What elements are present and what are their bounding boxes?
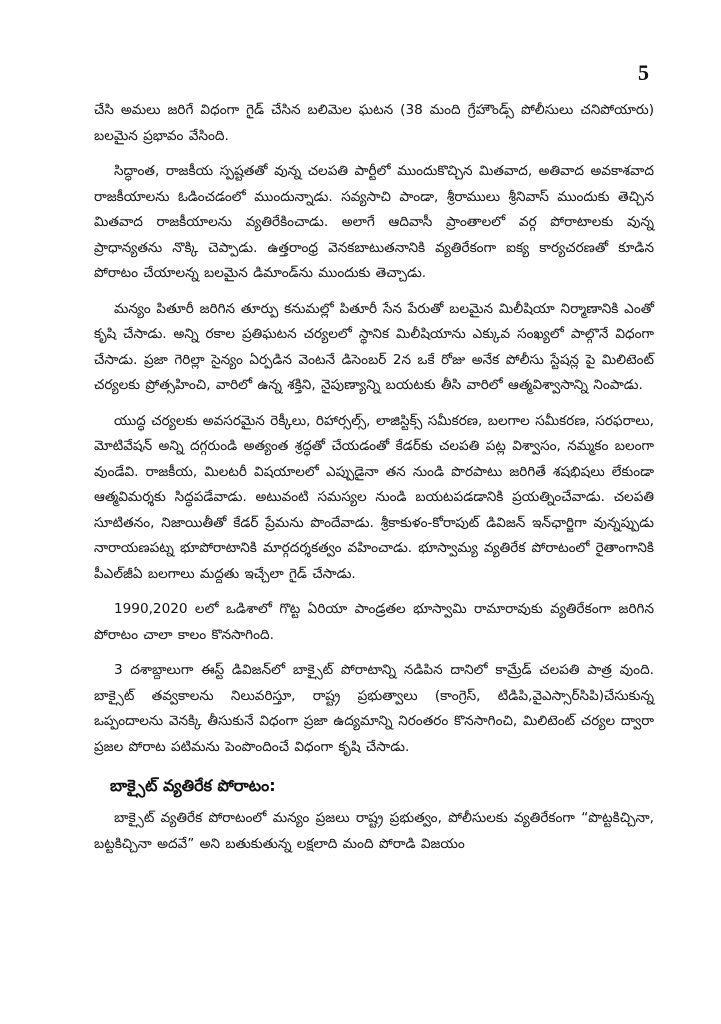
paragraph-ideology: సిద్ధాంత, రాజకీయ స్పష్టతతో వున్న చలపతి పార్టీలో ముందుకొచ్చిన మితవాద, అతివాద అవకాశవాద రాజకీయాలను ఓడించడంలో ముందున్నాడు. సవ్యసాచి పాండా, శ్రీరాములు శ్రీనివాస్ ముందుకు తెచ్చిన మితవాద రాజకీయాలను వ్యతిరేకించాడు. అలాగే ఆదివాసీ ప్రాంతాలలో వర్గ పోరాటాలకు వున్న ప్రాధాన్యతను నొక్కి చెప్పాడు. ఉత్తరాంధ్ర వెనకబాటుతనానికి వ్యతిరేకంగా ఐక్య కార్యచరణతో కూడిన పోరాటం చేయాలన్న బలమైన డిమాండ్‌ను ముందుకు తెచ్చాడు. (94, 163, 654, 281)
paragraph-bauxite-struggle: బాక్సైట్ వ్యతిరేక పోరాటంలో మన్యం ప్రజలు రాష్ట్ర ప్రభుత్వం, పోలీసులకు వ్యతిరేకంగా “పొట్టకిచ్చినా, బట్టకిచ్చినా అదవే” అని బతుకుతున్న లక్షలాది మంది పోరాడి విజయం (94, 810, 654, 852)
paragraph-militia: మన్యం పితూరీ జరిగిన తూర్పు కనుమల్లో పితూరీ సేన పేరుతో బలమైన మిలీషియా నిర్మాణానికి ఎంతో కృషి చేసాడు. అన్ని రకాల ప్రతిఘటన చర్యలలో స్థానిక మిలీషియాను ఎక్కువ సంఖ్యలో పాల్గొనే విధంగా చేసాడు. ప్రజా గెరిల్లా సైన్యం ఏర్పడిన వెంటనే డిసెంబర్ 2న ఒకే రోజు అనేక పోలీసు స్టేషన్ల పై మిలిటెంట్ చర్యలకు ప్రోత్సహించి, వారిలో ఉన్న శక్తిని, నైపుణ్యాన్ని బయటకు తీసి వారిలో ఆత్మవిశ్వాసాన్ని నింపాడు. (94, 300, 654, 393)
section-heading: బాక్సైట్ వ్యతిరేక పోరాటం: (110, 776, 276, 795)
paragraph-balimela: చేసి అమలు జరిగే విధంగా గైడ్ చేసిన బలిమెల ఘటన (38 మంది గ్రేహౌండ్స్ పోలీసులు చనిపోయారు) బలమైన ప్రభావం వేసింది. (94, 102, 654, 144)
paragraph-odisha-struggle: 1990,2020 లలో ఒడిశాలో గొట్ట ఏరియా పాండ్రతల భూస్వామి రామారావుకు వ్యతిరేకంగా జరిగిన పోరాటం చాలా కాలం కొనసాగింది. (94, 601, 654, 643)
page-number: 5 (638, 60, 649, 85)
body-text (94, 98, 654, 867)
paragraph-bauxite-leadership: 3 దశాబ్దాలుగా ఈస్ట్ డివిజన్‌లో బాక్సైట్ పోరాటాన్ని నడిపిన దానిలో కామ్రేడ్ చలపతి పాత్ర వుంది. బాక్సైట్ తవ్వకాలను నిలువరిస్తూ, రాష్ట్ర ప్రభుత్వాలు (కాంగ్రెస్, టిడిపి,వైఎస్సార్‌సిపి)చేసుకున్న ఒప్పందాలను వెనక్కి తీసుకునే విధంగా ప్రజా ఉద్యమాన్ని నిరంతరం కొనసాగించి, మిలిటెంట్ చర్యల ద్వారా ప్రజల పోరాట పటిమను పెంపొందించే విధంగా కృషి చేసాడు. (94, 662, 654, 755)
paragraph-war-actions: యుద్ధ చర్యలకు అవసరమైన రెక్కీలు, రిహార్సల్స్, లాజిస్టిక్స్ సమీకరణ, బలగాల సమీకరణ, సరఫరాలు, మోటివేషన్ అన్ని దగ్గరుండి అత్యంత శ్రద్ధతో చేయడంతో కేడర్‌కు చలపతి పట్ల విశ్వాసం, నమ్మకం బలంగా వుండేవి. రాజకీయ, మిలటరీ విషయాలలో ఎప్పుడైనా తన నుండి పొరపాటు జరిగితే శషభిషలు లేకుండా ఆత్మవిమర్శకు సిద్ధపడేవాడు. అటువంటి సమస్యల నుండి బయటపడడానికి ప్రయత్నించేవాడు. చలపతి సూటితనం, నిజాయితీతో కేడర్ ప్రేమను పొందేవాడు. శ్రీకాకుళం-కోరాపుట్ డివిజన్ ఇన్‌ఛార్జిగా వున్నప్పుడు నారాయణపట్న భూపోరాటానికి మార్గదర్శకత్వం వహించాడు. భూస్వామ్య వ్యతిరేక పోరాటంలో రైతాంగానికి పీఎల్‌జీఏ బలగాలు మద్దతు ఇచ్చేలా గైడ్ చేసాడు. (94, 412, 654, 582)
